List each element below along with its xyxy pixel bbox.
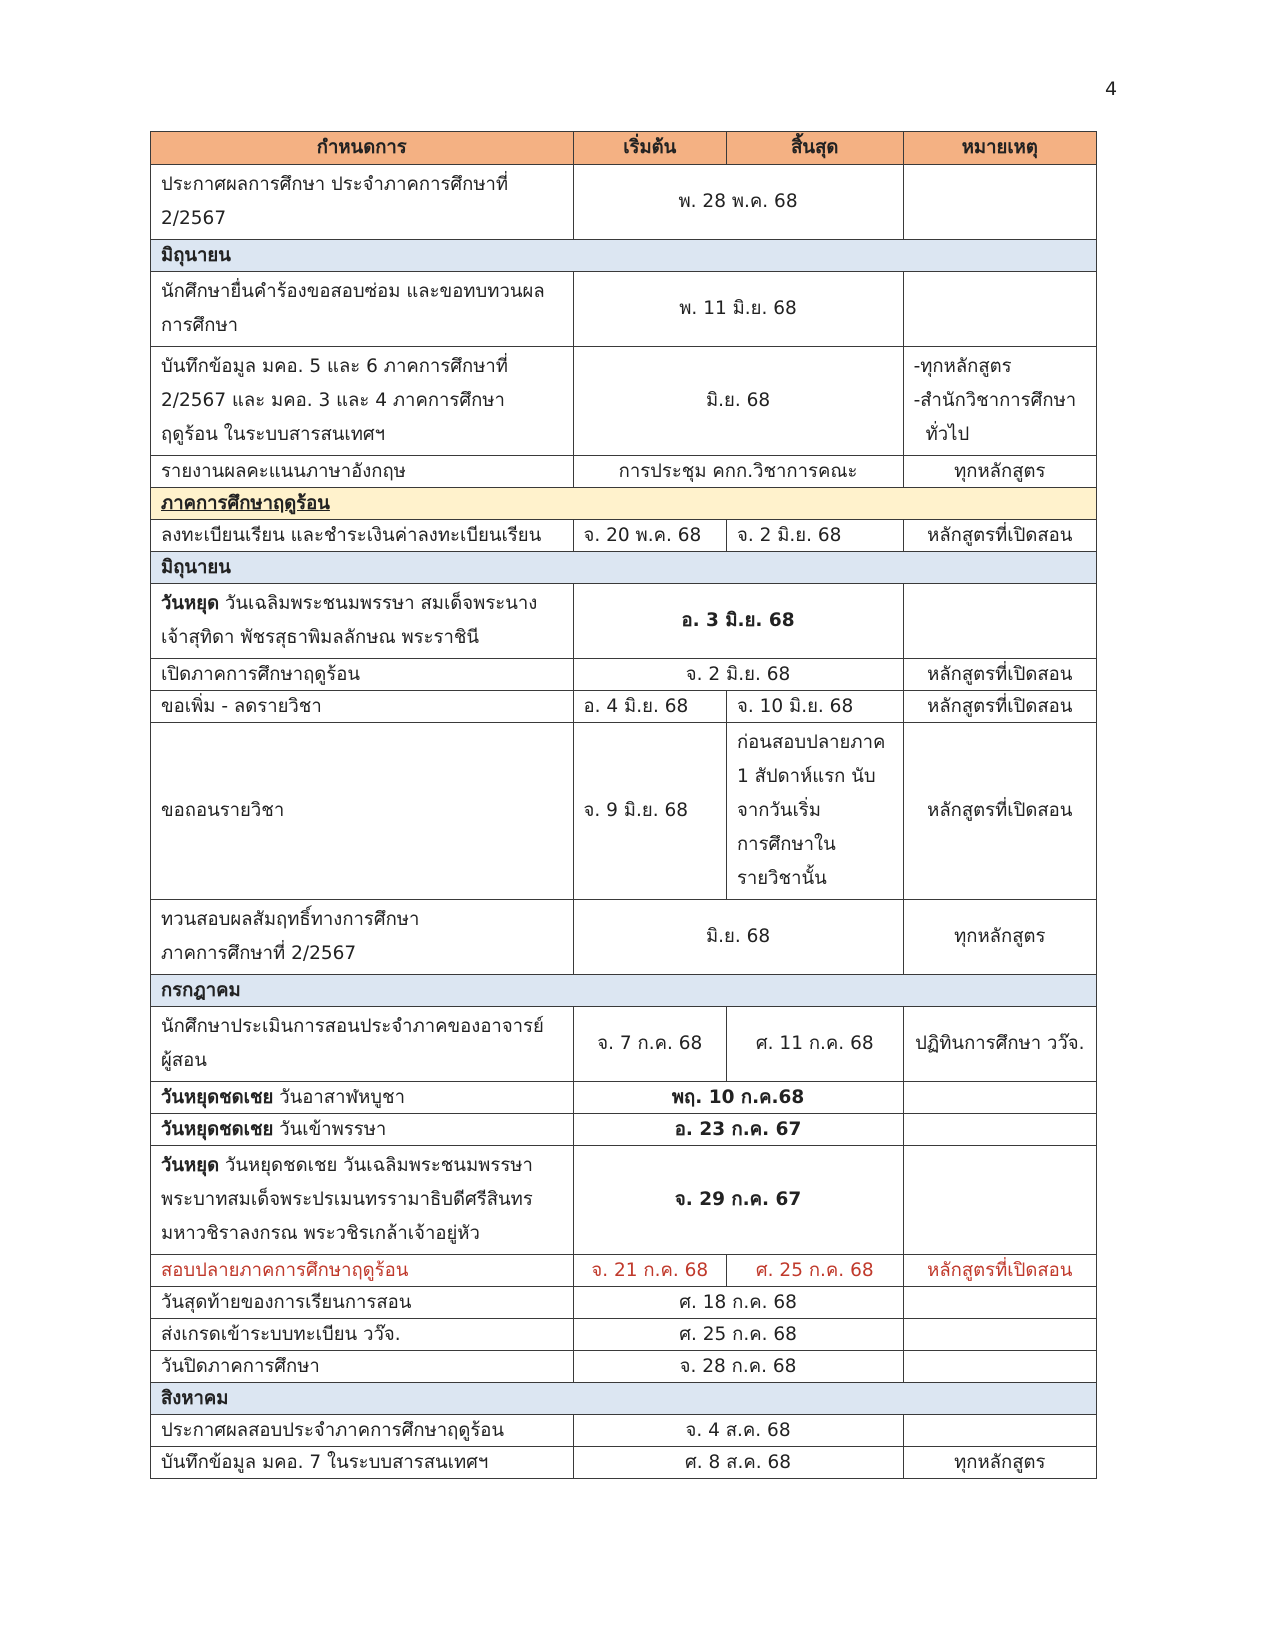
- month-label: มิถุนายน: [151, 240, 1097, 272]
- page-number: 4: [1105, 78, 1118, 100]
- activity-text: วันเข้าพรรษา: [273, 1119, 387, 1140]
- start-cell: อ. 4 มิ.ย. 68: [573, 691, 726, 723]
- note-cell: [903, 165, 1096, 240]
- activity-cell: [151, 584, 574, 659]
- date-cell: อ. 23 ก.ค. 67: [573, 1114, 903, 1146]
- table-row: [151, 1319, 1097, 1351]
- term-row: [151, 488, 1097, 520]
- start-cell: จ. 7 ก.ค. 68: [573, 1007, 726, 1082]
- month-row: [151, 240, 1097, 272]
- activity-cell: ประกาศผลสอบประจำภาคการศึกษาฤดูร้อน: [151, 1415, 574, 1447]
- month-label: กรกฎาคม: [151, 975, 1097, 1007]
- table-row: [151, 584, 1097, 659]
- activity-text: วันเฉลิมพระชนมพรรษา สมเด็จพระนาง: [219, 593, 538, 614]
- term-label: ภาคการศึกษาฤดูร้อน: [151, 488, 1097, 520]
- note-cell: หลักสูตรที่เปิดสอน: [903, 1255, 1096, 1287]
- date-cell: การประชุม คกก.วิชาการคณะ: [573, 456, 903, 488]
- table-row: [151, 723, 1097, 900]
- table-row: [151, 520, 1097, 552]
- date-cell: จ. 2 มิ.ย. 68: [573, 659, 903, 691]
- table-row: [151, 1146, 1097, 1255]
- end-text: การศึกษาใน: [736, 834, 836, 855]
- header-start: เริ่มต้น: [573, 132, 726, 165]
- activity-text: นักศึกษาประเมินการสอนประจำภาคของอาจารย์: [161, 1016, 544, 1037]
- holiday-label: วันหยุดชดเชย: [161, 1119, 274, 1140]
- activity-cell: ขอถอนรายวิชา: [151, 723, 574, 900]
- header-activity: กำหนดการ: [151, 132, 574, 165]
- activity-cell: เปิดภาคการศึกษาฤดูร้อน: [151, 659, 574, 691]
- table-row: [151, 1255, 1097, 1287]
- end-cell: [726, 723, 903, 900]
- note-cell: [903, 1146, 1096, 1255]
- activity-text: การศึกษา: [161, 315, 239, 336]
- note-cell: หลักสูตรที่เปิดสอน: [903, 691, 1096, 723]
- table-row: [151, 691, 1097, 723]
- month-row: [151, 1383, 1097, 1415]
- note-cell: ทุกหลักสูตร: [903, 1447, 1096, 1479]
- note-cell: [903, 272, 1096, 347]
- note-cell: ปฏิทินการศึกษา วว๊จ.: [903, 1007, 1096, 1082]
- note-text: -สำนักวิชาการศึกษา: [913, 390, 1077, 411]
- activity-text: บันทึกข้อมูล มคอ. 5 และ 6 ภาคการศึกษาที่: [161, 356, 508, 377]
- month-label: สิงหาคม: [151, 1383, 1097, 1415]
- activity-cell: [151, 1146, 574, 1255]
- header-note: หมายเหตุ: [903, 132, 1096, 165]
- activity-cell: ลงทะเบียนเรียน และชำระเงินค่าลงทะเบียนเรียน: [151, 520, 574, 552]
- date-cell: พ. 28 พ.ค. 68: [573, 165, 903, 240]
- end-cell: จ. 10 มิ.ย. 68: [726, 691, 903, 723]
- month-label: มิถุนายน: [151, 552, 1097, 584]
- table-row: [151, 1447, 1097, 1479]
- activity-text: มหาวชิราลงกรณ พระวชิรเกล้าเจ้าอยู่หัว: [161, 1223, 480, 1244]
- date-cell: ศ. 25 ก.ค. 68: [573, 1319, 903, 1351]
- table-row: [151, 1007, 1097, 1082]
- note-cell: [903, 1319, 1096, 1351]
- table-row: [151, 272, 1097, 347]
- table-row: [151, 1287, 1097, 1319]
- end-cell: ศ. 25 ก.ค. 68: [726, 1255, 903, 1287]
- activity-text: ภาคการศึกษาที่ 2/2567: [161, 943, 357, 964]
- date-cell: อ. 3 มิ.ย. 68: [573, 584, 903, 659]
- activity-cell: [151, 900, 574, 975]
- activity-text: 2/2567 และ มคอ. 3 และ 4 ภาคการศึกษา: [161, 390, 505, 411]
- table-row: [151, 1114, 1097, 1146]
- start-cell: จ. 20 พ.ค. 68: [573, 520, 726, 552]
- activity-text: ประกาศผลการศึกษา ประจำภาคการศึกษาที่: [161, 174, 509, 195]
- date-cell: พฤ. 10 ก.ค.68: [573, 1082, 903, 1114]
- activity-cell: ส่งเกรดเข้าระบบทะเบียน วว๊จ.: [151, 1319, 574, 1351]
- activity-text: นักศึกษายื่นคำร้องขอสอบซ่อม และขอทบทวนผล: [161, 281, 545, 302]
- activity-text: พระบาทสมเด็จพระปรเมนทรรามาธิบดีศรีสินทร: [161, 1189, 533, 1210]
- end-text: จากวันเริ่ม: [736, 800, 821, 821]
- date-cell: มิ.ย. 68: [573, 347, 903, 456]
- note-text: -ทุกหลักสูตร: [913, 356, 1012, 377]
- date-cell: ศ. 8 ส.ค. 68: [573, 1447, 903, 1479]
- activity-cell: วันปิดภาคการศึกษา: [151, 1351, 574, 1383]
- table-row: [151, 659, 1097, 691]
- month-row: [151, 552, 1097, 584]
- activity-text: 2/2567: [161, 208, 227, 229]
- note-cell: หลักสูตรที่เปิดสอน: [903, 723, 1096, 900]
- holiday-label: วันหยุด: [161, 1155, 220, 1176]
- table-row: [151, 1415, 1097, 1447]
- date-cell: พ. 11 มิ.ย. 68: [573, 272, 903, 347]
- activity-text: ผู้สอน: [161, 1050, 207, 1071]
- activity-text: เจ้าสุทิดา พัชรสุธาพิมลลักษณ พระราชินี: [161, 627, 480, 648]
- table-row: [151, 1351, 1097, 1383]
- end-text: ก่อนสอบปลายภาค: [736, 732, 886, 753]
- note-cell: [903, 1287, 1096, 1319]
- header-end: สิ้นสุด: [726, 132, 903, 165]
- activity-cell: รายงานผลคะแนนภาษาอังกฤษ: [151, 456, 574, 488]
- end-cell: ศ. 11 ก.ค. 68: [726, 1007, 903, 1082]
- note-cell: [903, 1415, 1096, 1447]
- table-row: [151, 456, 1097, 488]
- table-row: [151, 900, 1097, 975]
- table-row: [151, 1082, 1097, 1114]
- start-cell: จ. 9 มิ.ย. 68: [573, 723, 726, 900]
- activity-cell: ขอเพิ่ม - ลดรายวิชา: [151, 691, 574, 723]
- date-cell: ศ. 18 ก.ค. 68: [573, 1287, 903, 1319]
- note-cell: [903, 1114, 1096, 1146]
- activity-text: ทวนสอบผลสัมฤทธิ์ทางการศึกษา: [161, 909, 420, 930]
- start-cell: จ. 21 ก.ค. 68: [573, 1255, 726, 1287]
- date-cell: จ. 29 ก.ค. 67: [573, 1146, 903, 1255]
- holiday-label: วันหยุด: [161, 593, 220, 614]
- activity-text: วันหยุดชดเชย วันเฉลิมพระชนมพรรษา: [219, 1155, 533, 1176]
- date-cell: จ. 28 ก.ค. 68: [573, 1351, 903, 1383]
- activity-cell: วันสุดท้ายของการเรียนการสอน: [151, 1287, 574, 1319]
- month-row: [151, 975, 1097, 1007]
- end-text: 1 สัปดาห์แรก นับ: [736, 766, 876, 787]
- activity-text: ฤดูร้อน ในระบบสารสนเทศฯ: [161, 424, 386, 445]
- activity-text: วันอาสาฬหบูชา: [273, 1087, 405, 1108]
- note-cell: ทุกหลักสูตร: [903, 456, 1096, 488]
- schedule-table: [150, 131, 1097, 1479]
- date-cell: จ. 4 ส.ค. 68: [573, 1415, 903, 1447]
- note-cell: [903, 1351, 1096, 1383]
- table-row: [151, 165, 1097, 240]
- note-cell: [903, 584, 1096, 659]
- table-row: [151, 347, 1097, 456]
- table-header-row: [151, 132, 1097, 165]
- holiday-label: วันหยุดชดเชย: [161, 1087, 274, 1108]
- end-cell: จ. 2 มิ.ย. 68: [726, 520, 903, 552]
- note-cell: หลักสูตรที่เปิดสอน: [903, 659, 1096, 691]
- note-cell: ทุกหลักสูตร: [903, 900, 1096, 975]
- note-cell: [903, 1082, 1096, 1114]
- activity-cell: [151, 272, 574, 347]
- date-cell: มิ.ย. 68: [573, 900, 903, 975]
- activity-cell: [151, 1114, 574, 1146]
- activity-cell: [151, 165, 574, 240]
- activity-cell: สอบปลายภาคการศึกษาฤดูร้อน: [151, 1255, 574, 1287]
- note-cell: [903, 347, 1096, 456]
- note-text: ทั่วไป: [925, 424, 970, 445]
- activity-cell: [151, 1007, 574, 1082]
- activity-cell: [151, 1082, 574, 1114]
- note-cell: หลักสูตรที่เปิดสอน: [903, 520, 1096, 552]
- activity-cell: [151, 347, 574, 456]
- end-text: รายวิชานั้น: [736, 868, 827, 889]
- activity-cell: บันทึกข้อมูล มคอ. 7 ในระบบสารสนเทศฯ: [151, 1447, 574, 1479]
